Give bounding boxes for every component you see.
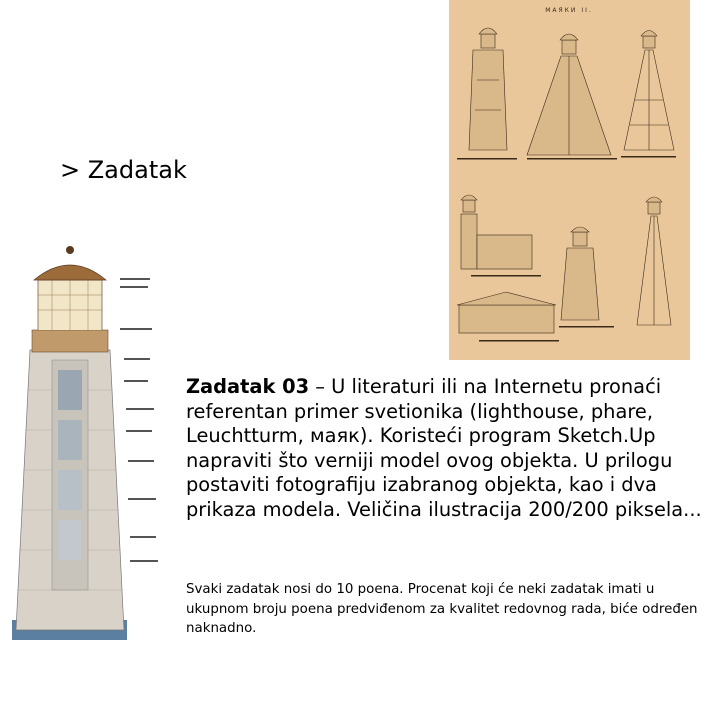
lighthouses-plate-illustration: [449, 0, 690, 360]
lighthouse-cutaway-illustration: [12, 240, 182, 640]
grading-note: Svaki zadatak nosi do 10 poena. Procenat koji će neki zadatak imati u ukupnom broju poena predviđenom za kvalitet redovnog rada, biće određen naknadno.: [186, 582, 698, 636]
plate-title: МАЯКИ II.: [545, 7, 593, 14]
section-heading: > Zadatak: [60, 156, 187, 184]
task-label: Zadatak 03: [186, 375, 310, 398]
task-text: – U literaturi ili na Internetu pronaći referentan primer svetionika (lighthouse, phare, Leuchtturm, маяк). Koristeći program Sketch.Up napraviti što verniji model ovog objekta. U prilogu postaviti fotografiju izabranog objekta, kao i dva prikaza modela. Veličina ilustracija 200/200 piksela...: [186, 375, 702, 521]
task-description: [186, 375, 706, 522]
